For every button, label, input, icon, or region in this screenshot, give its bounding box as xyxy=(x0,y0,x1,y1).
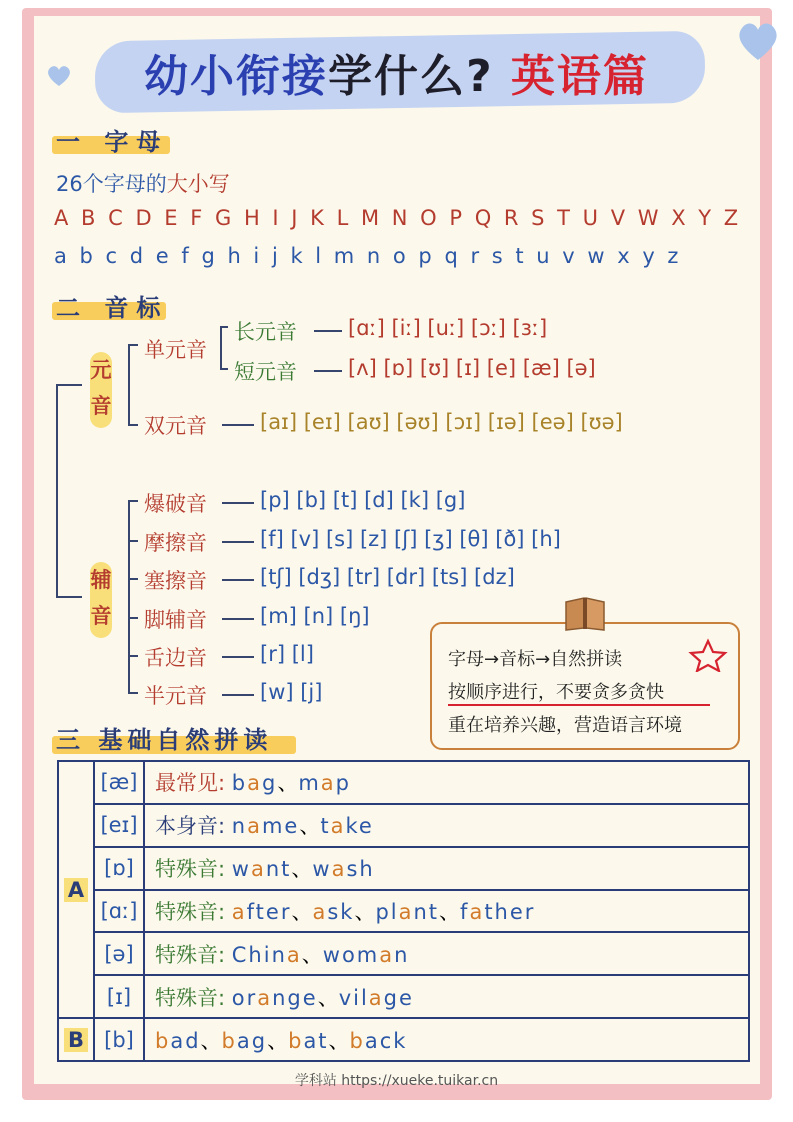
tree-line xyxy=(128,344,138,346)
section-title-letters: 一 字母 xyxy=(56,128,169,156)
table-examples: 最常见: bag、map xyxy=(144,761,749,804)
table-row xyxy=(58,932,749,975)
table-symbol: [eɪ] xyxy=(94,804,144,847)
tree-line xyxy=(128,344,130,426)
tree-line xyxy=(222,541,254,543)
consonant-row-value: [f] [v] [s] [z] [ʃ] [ʒ] [θ] [ð] [h] xyxy=(260,527,561,551)
tree-line xyxy=(56,596,82,598)
note-line-1: 字母→音标→自然拼读 xyxy=(448,649,623,670)
tree-line xyxy=(128,692,138,694)
tree-line xyxy=(220,326,222,370)
table-examples: 特殊音: want、wash xyxy=(144,847,749,890)
tree-line xyxy=(314,330,342,332)
book-icon xyxy=(562,596,608,632)
table-examples: bad、bag、bat、back xyxy=(144,1018,749,1061)
section-title-phonics: 三 基础自然拼读 xyxy=(56,726,273,754)
table-example-label: 本身音: xyxy=(155,814,226,839)
tree-line xyxy=(128,655,138,657)
consonant-row-value: [p] [b] [t] [d] [k] [g] xyxy=(260,488,466,512)
long-vowels: [ɑː] [iː] [uː] [ɔː] [ɜː] xyxy=(348,316,548,340)
consonant-row-value: [m] [n] [ŋ] xyxy=(260,604,370,628)
letters-subtitle: 26个字母的大小写 xyxy=(56,172,230,196)
example-word: ask xyxy=(312,899,355,924)
table-symbol: [ɒ] xyxy=(94,847,144,890)
table-examples: 本身音: name、take xyxy=(144,804,749,847)
lowercase-letters: a b c d e f g h i j k l m n o p q r s t u v w x y z xyxy=(54,244,681,268)
consonant-row-value: [r] [l] xyxy=(260,642,314,666)
section-title-phonetics: 二 音标 xyxy=(56,294,169,322)
page-title: 幼小衔接学什么? 英语篇 xyxy=(144,51,649,102)
mono-vowel-label: 单元音 xyxy=(144,338,207,362)
consonant-row-label: 脚辅音 xyxy=(144,608,207,632)
tree-line xyxy=(128,578,138,580)
star-icon xyxy=(688,638,728,672)
example-word: name xyxy=(231,814,300,839)
consonant-label-1: 辅 xyxy=(90,568,112,592)
table-row xyxy=(58,761,749,804)
table-row xyxy=(58,1018,749,1061)
diphthong-label: 双元音 xyxy=(144,414,207,438)
tree-line xyxy=(314,370,342,372)
diphthongs: [aɪ] [eɪ] [aʊ] [əʊ] [ɔɪ] [ɪə] [eə] [ʊə] xyxy=(260,410,623,434)
example-word: vilage xyxy=(338,985,414,1010)
consonant-row-value: [tʃ] [dʒ] [tr] [dr] [ts] [dz] xyxy=(260,565,515,589)
consonant-row-label: 半元音 xyxy=(144,684,207,708)
table-row xyxy=(58,804,749,847)
example-word: after xyxy=(231,899,292,924)
long-vowel-label: 长元音 xyxy=(234,320,297,344)
table-letter-cell xyxy=(58,761,94,1018)
tree-line xyxy=(220,326,228,328)
short-vowels: [ʌ] [ɒ] [ʊ] [ɪ] [e] [æ] [ə] xyxy=(348,356,596,380)
table-example-label: 特殊音: xyxy=(155,899,226,924)
table-symbol: [b] xyxy=(94,1018,144,1061)
tree-line xyxy=(222,618,254,620)
tree-line xyxy=(128,424,138,426)
vowel-label-1: 元 xyxy=(90,358,112,382)
example-word: woman xyxy=(322,942,410,967)
table-example-label: 特殊音: xyxy=(155,985,226,1010)
tree-line xyxy=(220,368,228,370)
table-row xyxy=(58,890,749,933)
phonics-table xyxy=(57,760,750,1062)
uppercase-letters: A B C D E F G H I J K L M N O P Q R S T U V W X Y Z xyxy=(54,206,741,230)
example-word: back xyxy=(349,1028,408,1053)
tree-line xyxy=(222,502,254,504)
table-examples: 特殊音: China、woman xyxy=(144,932,749,975)
example-word: wash xyxy=(312,857,375,882)
example-word: bag xyxy=(231,771,278,796)
tree-line xyxy=(56,384,58,598)
example-word: orange xyxy=(231,985,318,1010)
tree-line xyxy=(128,540,138,542)
table-examples: 特殊音: after、ask、plant、father xyxy=(144,890,749,933)
consonant-row-label: 舌边音 xyxy=(144,646,207,670)
table-example-label: 特殊音: xyxy=(155,857,226,882)
tree-line xyxy=(128,500,138,502)
tree-line xyxy=(128,617,138,619)
example-word: bat xyxy=(288,1028,329,1053)
table-example-label: 特殊音: xyxy=(155,942,226,967)
table-letter: B xyxy=(64,1028,88,1052)
table-examples: 特殊音: orange、vilage xyxy=(144,975,749,1018)
tree-line xyxy=(222,656,254,658)
footer-source: 学科站 https://xueke.tuikar.cn xyxy=(294,1073,499,1089)
example-word: bag xyxy=(221,1028,268,1053)
consonant-row-label: 摩擦音 xyxy=(144,531,207,555)
table-letter: A xyxy=(64,878,88,902)
consonant-row-label: 塞擦音 xyxy=(144,569,207,593)
table-example-label: 最常见: xyxy=(155,771,226,796)
consonant-label-2: 音 xyxy=(90,604,112,628)
short-vowel-label: 短元音 xyxy=(234,360,297,384)
consonant-row-label: 爆破音 xyxy=(144,492,207,516)
vowel-label-2: 音 xyxy=(90,394,112,418)
example-word: plant xyxy=(375,899,440,924)
example-word: take xyxy=(320,814,374,839)
table-row xyxy=(58,975,749,1018)
tree-line xyxy=(128,500,130,694)
example-word: father xyxy=(460,899,536,924)
table-row xyxy=(58,847,749,890)
table-symbol: [ɪ] xyxy=(94,975,144,1018)
table-letter-cell xyxy=(58,1018,94,1061)
example-word: want xyxy=(231,857,292,882)
table-symbol: [ɑː] xyxy=(94,890,144,933)
consonant-row-value: [w] [j] xyxy=(260,680,323,704)
table-symbol: [æ] xyxy=(94,761,144,804)
tree-line xyxy=(222,694,254,696)
note-underline xyxy=(448,704,710,706)
table-symbol: [ə] xyxy=(94,932,144,975)
example-word: map xyxy=(298,771,352,796)
example-word: bad xyxy=(155,1028,201,1053)
tree-line xyxy=(222,579,254,581)
note-line-3: 重在培养兴趣，营造语言环境 xyxy=(448,715,682,736)
tree-line xyxy=(56,384,82,386)
note-line-2: 按顺序进行，不要贪多贪快 xyxy=(448,682,664,703)
example-word: China xyxy=(231,942,302,967)
tree-line xyxy=(222,424,254,426)
